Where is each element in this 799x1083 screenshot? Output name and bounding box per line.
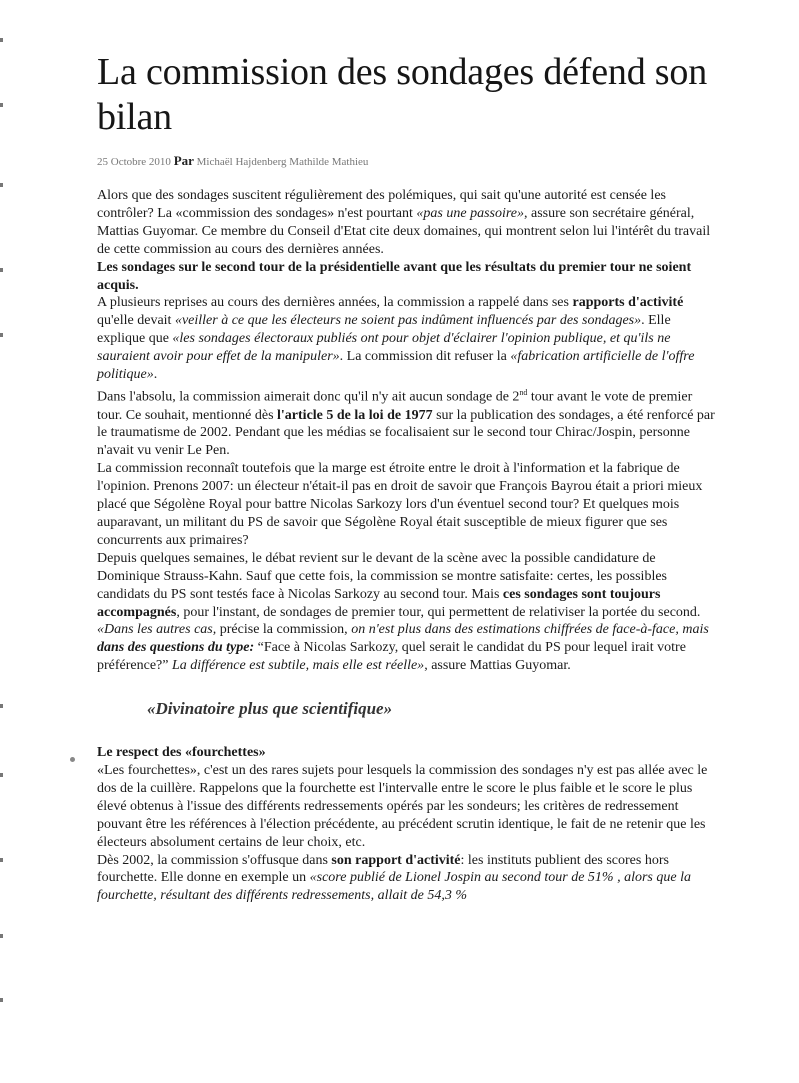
scan-mark xyxy=(0,773,3,777)
scan-mark xyxy=(0,103,3,107)
paragraph: Dans l'absolu, la commission aimerait donc qu'il n'y ait aucun sondage de 2nd tour avant le vote de premier tour. Ce souhait, mentionné dès l'article 5 de la loi de 1977 sur la publication des sondages, a été renforcé par le traumatisme de 2002. Pendant que les médias se focalisaient sur le second tour Chirac/Jospin, personne n'avait vu venir Le Pen. xyxy=(97,387,715,459)
paragraph: A plusieurs reprises au cours des dernières années, la commission a rappelé dans ses rapports d'activité qu'elle devait «veiller à ce que les électeurs ne soient pas indûment influencés par des sondages». Elle explique que «les sondages électoraux publiés ont pour objet d'éclairer l'opinion publique, et qu'ils ne sauraient avoir pour effet de la manipuler». La commission dit refuser la «fabrication artificielle de l'offre politique». xyxy=(97,295,695,383)
paragraph: Dès 2002, la commission s'offusque dans son rapport d'activité: les instituts publient des scores hors fourchette. Elle donne en exemple un «score publié de Lionel Jospin au second tour de 51% , alors que la fourchette, résultant des différents redressements, allait de 54,3 % xyxy=(97,852,691,904)
article-body-2 xyxy=(97,744,715,905)
scan-mark xyxy=(0,998,3,1002)
section-bullet xyxy=(70,757,75,762)
link-rapports-activite[interactable]: rapports d'activité xyxy=(572,295,684,311)
article xyxy=(97,50,715,905)
scan-mark xyxy=(0,183,3,187)
paragraph: Depuis quelques semaines, le débat revient sur le devant de la scène avec la possible candidature de Dominique Strauss-Kahn. Sauf que cette fois, la commission se montre satisfaite: certes, les possibles candidats du PS sont testés face à Nicolas Sarkozy au second tour. Mais ces sondages sont toujours accompagnés, pour l'instant, de sondages de premier tour, qui permettent de relativiser la portée du second. «Dans les autres cas, précise la commission, on n'est plus dans des estimations chiffrées de face-à-face, mais dans des questions du type: “Face à Nicolas Sarkozy, quel serait le candidat du PS pour lequel irait votre préférence?” La différence est subtile, mais elle est réelle», assure Mattias Guyomar. xyxy=(97,550,709,674)
scan-mark xyxy=(0,704,3,708)
article-body xyxy=(97,187,715,675)
scan-mark xyxy=(0,268,3,272)
byline xyxy=(97,154,715,169)
byline-par: Par xyxy=(173,153,194,168)
paragraph: La commission reconnaît toutefois que la marge est étroite entre le droit à l'information et la fabrique de l'opinion. Prenons 2007: un électeur n'était-il pas en droit de savoir que François Bayrou était a priori mieux placé que Ségolène Royal pour battre Nicolas Sarkozy lors d'un éventuel second tour? Et quelques mois auparavant, un militant du PS de savoir que Ségolène Royal était susceptible de mieux figurer que ses concurrents aux primaires? xyxy=(97,461,703,548)
scan-mark xyxy=(0,858,3,862)
paragraph: «Les fourchettes», c'est un des rares sujets pour lesquels la commission des sondages n'y est pas allée avec le dos de la cuillère. Rappelons que la fourchette est l'intervalle entre le score le plus faible et le score le plus élevé obtenus à l'issue des différents redressements opérés par les sondeurs; les critères de redressement pouvant être les références à l'élection précédente, au précédent scrutin identique, le fait de ne retenir que les électeurs absolument certains de leur choix, etc. xyxy=(97,763,708,850)
article-title: La commission des sondages défend son bilan xyxy=(97,51,707,138)
link-rapport-activite[interactable]: son rapport d'activité xyxy=(331,852,461,868)
article-date: 25 Octobre 2010 xyxy=(97,156,171,168)
section-heading: «Divinatoire plus que scientifique» xyxy=(147,699,393,719)
subheading: Le respect des «fourchettes» xyxy=(97,745,266,761)
subheading: Les sondages sur le second tour de la présidentielle avant que les résultats du premier tour ne soient acquis. xyxy=(97,259,692,293)
article-authors[interactable]: Michaël Hajdenberg Mathilde Mathieu xyxy=(196,156,369,168)
link-sondages-accompagnes[interactable]: ces sondages sont toujours accompagnés xyxy=(97,586,661,620)
link-article-5[interactable]: l'article 5 de la loi de 1977 xyxy=(277,407,433,423)
scan-mark xyxy=(0,934,3,938)
scan-mark xyxy=(0,333,3,337)
paragraph: Alors que des sondages suscitent régulièrement des polémiques, qui sait qu'une autorité est censée les contrôler? La «commission des sondages» n'est pourtant «pas une passoire», assure son secrétaire général, Mattias Guyomar. Ce membre du Conseil d'Etat cite deux domaines, qui montrent selon lui l'intérêt du travail de cette commission au cours des dernières années. xyxy=(97,188,711,257)
scan-mark xyxy=(0,38,3,42)
